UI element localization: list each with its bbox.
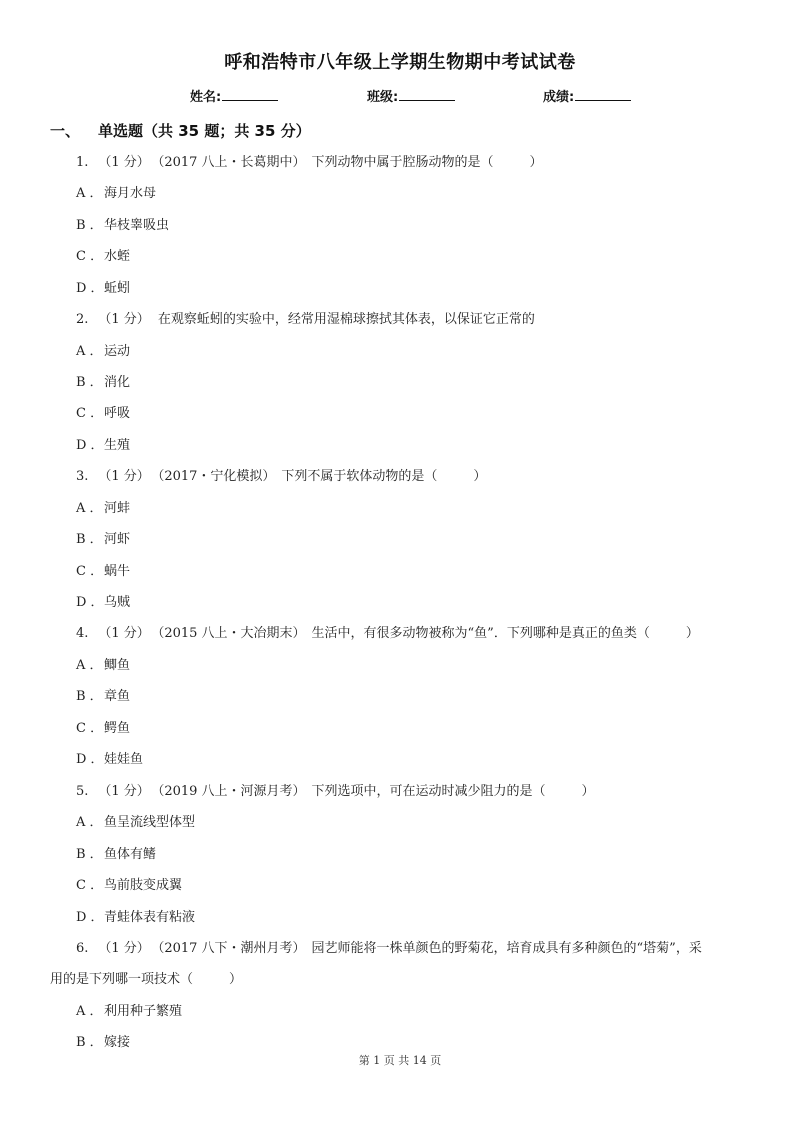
option-letter: B ． — [76, 1035, 103, 1050]
option-text: 海月水母 — [104, 186, 157, 201]
name-label: 姓名: — [190, 90, 222, 105]
option-4b[interactable] — [76, 685, 130, 704]
option-2b[interactable] — [76, 371, 130, 390]
question-number: 3. — [76, 469, 89, 484]
question-stem-line2: 用的是下列哪一项技术（ — [50, 972, 194, 987]
option-letter: B ． — [76, 532, 103, 547]
option-text: 鲫鱼 — [104, 658, 131, 673]
question-score: （1 分） — [98, 941, 150, 956]
option-text: 运动 — [104, 344, 131, 359]
option-1b[interactable] — [76, 214, 169, 233]
option-text: 河蚌 — [104, 501, 131, 516]
option-letter: D ． — [76, 595, 104, 610]
question-number: 1. — [76, 155, 89, 170]
option-letter: A ． — [76, 186, 103, 201]
option-5c[interactable] — [76, 874, 182, 893]
option-6a[interactable] — [76, 1000, 182, 1019]
question-stem: 下列动物中属于腔肠动物的是（ — [311, 155, 494, 170]
question-stem-end: ） — [473, 469, 487, 484]
option-text: 章鱼 — [104, 689, 131, 704]
score-field — [543, 86, 631, 105]
option-text: 鸟前肢变成翼 — [104, 878, 183, 893]
option-text: 蚯蚓 — [104, 281, 131, 296]
section-heading — [50, 120, 311, 141]
question-source: （2019 八上・河源月考） — [157, 784, 306, 799]
question-4 — [76, 622, 699, 641]
question-3 — [76, 465, 486, 484]
option-text: 利用种子繁殖 — [104, 1004, 183, 1019]
option-letter: B ． — [76, 689, 103, 704]
option-2a[interactable] — [76, 340, 130, 359]
question-stem-end: ） — [581, 784, 595, 799]
question-number: 5. — [76, 784, 89, 799]
question-5 — [76, 780, 595, 799]
option-letter: C ． — [76, 406, 104, 421]
question-stem: 下列不属于软体动物的是（ — [281, 469, 438, 484]
question-stem: 在观察蚯蚓的实验中，经常用湿棉球擦拭其体表，以保证它正常的 — [157, 312, 535, 327]
option-text: 华枝睾吸虫 — [104, 218, 170, 233]
class-blank[interactable] — [399, 88, 455, 101]
option-4d[interactable] — [76, 748, 143, 767]
option-letter: A ． — [76, 658, 103, 673]
option-2c[interactable] — [76, 402, 130, 421]
option-5b[interactable] — [76, 843, 156, 862]
question-1 — [76, 151, 543, 170]
option-text: 青蛙体表有粘液 — [104, 910, 196, 925]
option-1d[interactable] — [76, 277, 130, 296]
exam-title: 呼和浩特市八年级上学期生物期中考试试卷 — [224, 52, 576, 73]
question-source: （2017 八下・潮州月考） — [157, 941, 306, 956]
option-text: 水蛭 — [104, 249, 131, 264]
question-score: （1 分） — [98, 155, 150, 170]
question-stem: 园艺师能将一株单颜色的野菊花，培育成具有多种颜色的“塔菊”，采 — [311, 941, 702, 956]
option-letter: A ． — [76, 815, 103, 830]
option-letter: A ． — [76, 344, 103, 359]
option-text: 蜗牛 — [104, 564, 131, 579]
question-6-continued — [50, 968, 242, 987]
class-label: 班级: — [367, 90, 399, 105]
score-blank[interactable] — [575, 88, 631, 101]
page-number: 第 1 页 共 14 页 — [358, 1054, 442, 1067]
question-source: （2017・宁化模拟） — [157, 469, 276, 484]
option-text: 鱼体有鳍 — [104, 847, 157, 862]
question-number: 4. — [76, 626, 89, 641]
question-number: 2. — [76, 312, 89, 327]
question-stem-end: ） — [229, 972, 243, 987]
option-letter: A ． — [76, 1004, 103, 1019]
option-1a[interactable] — [76, 182, 156, 201]
class-field — [367, 86, 455, 105]
option-text: 消化 — [104, 375, 131, 390]
option-text: 乌贼 — [104, 595, 131, 610]
option-text: 嫁接 — [104, 1035, 131, 1050]
option-text: 鳄鱼 — [104, 721, 131, 736]
option-letter: D ． — [76, 752, 104, 767]
question-score: （1 分） — [98, 784, 150, 799]
question-score: （1 分） — [98, 312, 150, 327]
section-title: 单选题（共 35 题；共 35 分） — [98, 122, 311, 140]
option-letter: C ． — [76, 564, 104, 579]
option-3d[interactable] — [76, 591, 130, 610]
option-letter: C ． — [76, 721, 104, 736]
option-3a[interactable] — [76, 497, 130, 516]
option-4a[interactable] — [76, 654, 130, 673]
option-4c[interactable] — [76, 717, 130, 736]
option-letter: B ． — [76, 375, 103, 390]
option-text: 鱼呈流线型体型 — [104, 815, 196, 830]
question-score: （1 分） — [98, 626, 150, 641]
option-letter: B ． — [76, 218, 103, 233]
question-6 — [76, 937, 702, 956]
question-source: （2015 八上・大冶期末） — [157, 626, 306, 641]
option-letter: B ． — [76, 847, 103, 862]
option-1c[interactable] — [76, 245, 130, 264]
question-number: 6. — [76, 941, 89, 956]
option-letter: C ． — [76, 878, 104, 893]
option-text: 生殖 — [104, 438, 131, 453]
question-source: （2017 八上・长葛期中） — [157, 155, 306, 170]
option-3c[interactable] — [76, 560, 130, 579]
option-2d[interactable] — [76, 434, 130, 453]
option-5a[interactable] — [76, 811, 195, 830]
score-label: 成绩: — [543, 90, 575, 105]
question-stem-end: ） — [685, 626, 699, 641]
option-letter: D ． — [76, 281, 104, 296]
option-letter: A ． — [76, 501, 103, 516]
question-score: （1 分） — [98, 469, 150, 484]
name-blank[interactable] — [222, 88, 278, 101]
option-letter: C ． — [76, 249, 104, 264]
option-letter: D ． — [76, 438, 104, 453]
option-text: 河虾 — [104, 532, 131, 547]
question-stem-end: ） — [529, 155, 543, 170]
question-2 — [76, 308, 535, 327]
option-6b[interactable] — [76, 1031, 130, 1050]
option-text: 娃娃鱼 — [104, 752, 144, 767]
question-stem: 下列选项中，可在运动时减少阻力的是（ — [311, 784, 546, 799]
option-text: 呼吸 — [104, 406, 131, 421]
name-field — [190, 86, 278, 105]
option-letter: D ． — [76, 910, 104, 925]
option-5d[interactable] — [76, 906, 195, 925]
option-3b[interactable] — [76, 528, 130, 547]
question-stem: 生活中，有很多动物被称为“鱼”．下列哪种是真正的鱼类（ — [311, 626, 650, 641]
section-number: 一、 — [50, 122, 81, 140]
